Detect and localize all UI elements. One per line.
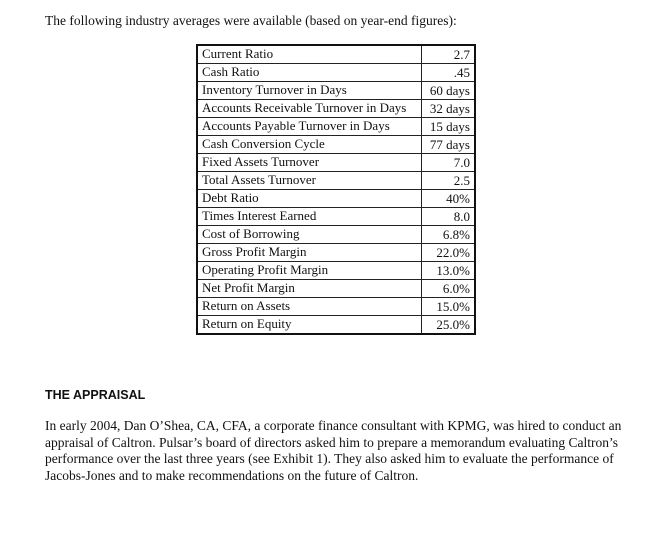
table-row	[197, 82, 475, 100]
ratio-value: 15.0%	[422, 298, 476, 316]
table-row	[197, 208, 475, 226]
table-row	[197, 262, 475, 280]
table-row	[197, 45, 475, 64]
table-row	[197, 280, 475, 298]
ratio-value: 8.0	[422, 208, 476, 226]
table-row	[197, 316, 475, 335]
ratio-value: 2.5	[422, 172, 476, 190]
industry-averages-table	[196, 44, 476, 335]
appraisal-paragraph: In early 2004, Dan O’Shea, CA, CFA, a corporate finance consultant with KPMG, was hired to conduct an appraisal of Caltron. Pulsar’s board of directors asked him to prepare a memorandum evaluating Caltron’s performance over the last three years (see Exhibit 1). They also asked him to evaluate the performance of Jacobs-Jones and to make recommendations on the future of Caltron.	[45, 418, 622, 483]
intro-text: The following industry averages were available (based on year-end figures):	[45, 13, 457, 28]
ratio-label: Fixed Assets Turnover	[197, 154, 422, 172]
table-row	[197, 190, 475, 208]
ratio-value: 6.0%	[422, 280, 476, 298]
ratio-label: Current Ratio	[197, 45, 422, 64]
table-row	[197, 118, 475, 136]
ratio-label: Net Profit Margin	[197, 280, 422, 298]
ratio-label: Return on Equity	[197, 316, 422, 335]
ratio-value: .45	[422, 64, 476, 82]
table-row	[197, 226, 475, 244]
ratio-label: Accounts Payable Turnover in Days	[197, 118, 422, 136]
ratio-value: 22.0%	[422, 244, 476, 262]
ratio-label: Cash Ratio	[197, 64, 422, 82]
table-row	[197, 298, 475, 316]
table-row	[197, 100, 475, 118]
table-row	[197, 154, 475, 172]
ratio-label: Cash Conversion Cycle	[197, 136, 422, 154]
table-row	[197, 64, 475, 82]
ratio-value: 25.0%	[422, 316, 476, 335]
ratio-value: 60 days	[422, 82, 476, 100]
ratio-label: Cost of Borrowing	[197, 226, 422, 244]
ratio-label: Operating Profit Margin	[197, 262, 422, 280]
ratio-label: Gross Profit Margin	[197, 244, 422, 262]
ratio-value: 13.0%	[422, 262, 476, 280]
table-row	[197, 136, 475, 154]
ratio-label: Total Assets Turnover	[197, 172, 422, 190]
industry-averages-body	[197, 45, 475, 334]
ratio-value: 7.0	[422, 154, 476, 172]
ratio-value: 40%	[422, 190, 476, 208]
ratio-label: Return on Assets	[197, 298, 422, 316]
ratio-label: Accounts Receivable Turnover in Days	[197, 100, 422, 118]
table-row	[197, 244, 475, 262]
ratio-value: 2.7	[422, 45, 476, 64]
section-heading: THE APPRAISAL	[45, 388, 146, 402]
ratio-value: 6.8%	[422, 226, 476, 244]
ratio-value: 77 days	[422, 136, 476, 154]
ratio-value: 32 days	[422, 100, 476, 118]
ratio-label: Times Interest Earned	[197, 208, 422, 226]
ratio-value: 15 days	[422, 118, 476, 136]
table-row	[197, 172, 475, 190]
ratio-label: Debt Ratio	[197, 190, 422, 208]
ratio-label: Inventory Turnover in Days	[197, 82, 422, 100]
